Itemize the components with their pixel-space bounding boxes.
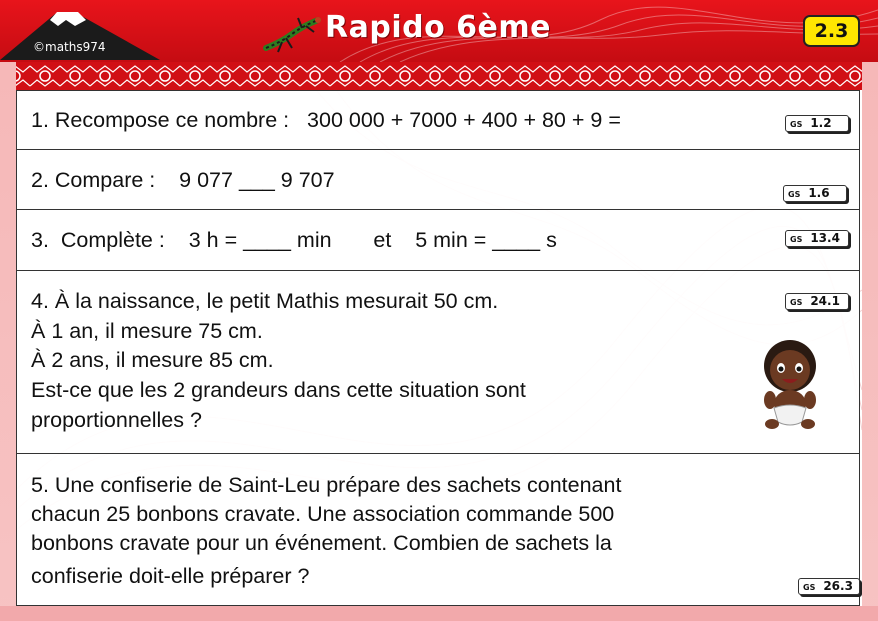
question-4-line-5: proportionnelles ?: [31, 408, 202, 432]
question-4-line-4: Est-ce que les 2 grandeurs dans cette situation sont: [31, 378, 526, 402]
gs-code: 13.4: [810, 231, 840, 245]
question-2: [16, 150, 860, 210]
question-3: [16, 210, 860, 271]
gs-prefix: GS: [788, 190, 801, 199]
question-1-text: 1. Recompose ce nombre : 300 000 + 7000 + 400 + 80 + 9 =: [31, 108, 621, 132]
question-5-line-1: 5. Une confiserie de Saint-Leu prépare des sachets contenant: [31, 473, 622, 497]
question-5-line-2: chacun 25 bonbons cravate. Une association commande 500: [31, 502, 615, 526]
question-1: [16, 90, 860, 150]
gs-code: 1.6: [808, 186, 830, 200]
lace-pattern-icon: [0, 62, 878, 90]
question-4-line-2: À 1 an, il mesure 75 cm.: [31, 319, 263, 343]
page-title: Rapido 6ème: [325, 10, 551, 45]
right-border: [862, 62, 878, 621]
baby-illustration-icon: [758, 338, 822, 430]
question-4-line-1: 4. À la naissance, le petit Mathis mesurait 50 cm.: [31, 289, 499, 313]
gs-code: 26.3: [823, 579, 853, 593]
question-5: [16, 454, 860, 606]
question-5-line-3: bonbons cravate pour un événement. Combien de sachets la: [31, 531, 612, 555]
gs-tag-2: [783, 185, 847, 202]
gs-prefix: GS: [790, 235, 803, 244]
question-2-text: 2. Compare : 9 077 ___ 9 707: [31, 168, 335, 192]
gecko-icon: [262, 12, 322, 54]
gs-code: 24.1: [810, 294, 840, 308]
gs-prefix: GS: [790, 120, 803, 129]
question-5-line-4: confiserie doit-elle préparer ?: [31, 564, 310, 588]
gs-prefix: GS: [803, 583, 816, 592]
bottom-border: [0, 606, 878, 621]
question-4: [16, 271, 860, 454]
header-banner: [0, 0, 878, 62]
level-badge: 2.3: [803, 15, 860, 47]
gs-tag-1: [785, 115, 849, 132]
question-4-line-3: À 2 ans, il mesure 85 cm.: [31, 348, 274, 372]
left-border: [0, 62, 16, 621]
decorative-border: [0, 62, 878, 90]
gs-tag-3: [785, 230, 849, 247]
gs-tag-5: [798, 578, 860, 595]
gs-prefix: GS: [790, 298, 803, 307]
question-3-text: 3. Complète : 3 h = ____ min et 5 min = ____ s: [31, 228, 557, 252]
copyright-text: ©maths974: [33, 40, 106, 54]
gs-code: 1.2: [810, 116, 832, 130]
gs-tag-4: [785, 293, 849, 310]
